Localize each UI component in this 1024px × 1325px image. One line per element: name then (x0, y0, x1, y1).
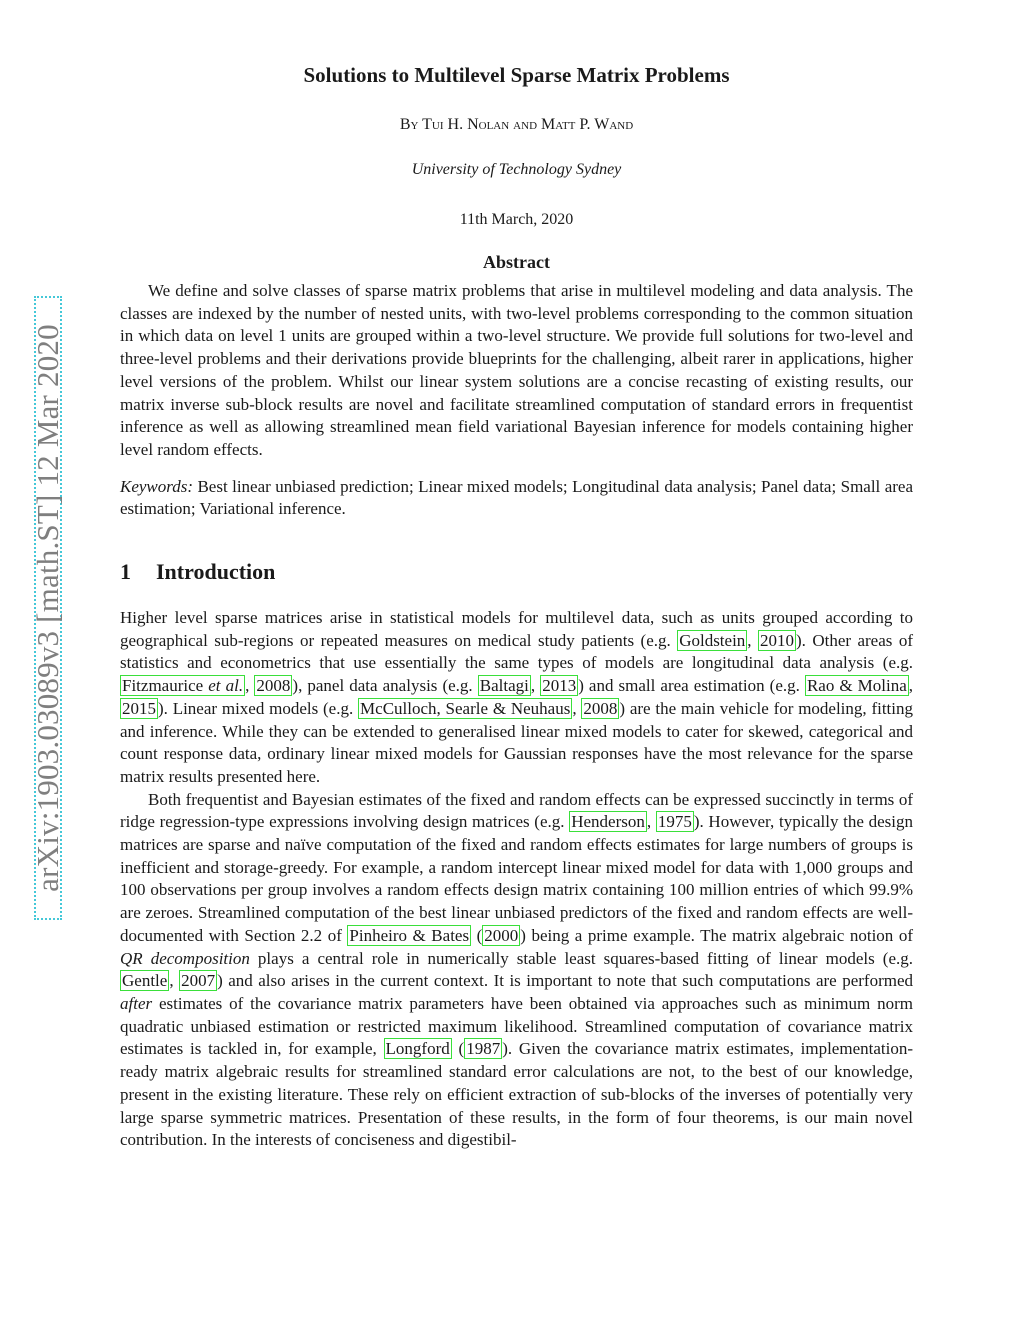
citation-link[interactable]: Pinheiro & Bates (349, 925, 470, 945)
text-run: , (646, 812, 656, 832)
paper-date: 11th March, 2020 (459, 211, 574, 228)
citation-link[interactable]: Goldstein (679, 630, 746, 650)
text-run: plays a central role in numerically stable least squares-based fitting of linear models (e.g. (249, 948, 913, 968)
intro-paragraph-1 (120, 607, 913, 789)
text-run: ) and small area estimation (e.g. (578, 676, 805, 696)
emphasis-text: QR decomposition (120, 948, 250, 968)
citation-link[interactable]: McCulloch, Searle & Neuhaus (360, 698, 571, 718)
citation-link[interactable]: 2013 (542, 676, 577, 696)
text-run: , (245, 676, 255, 696)
text-run: ). Given the covariance matrix estimates, implementation-ready matrix algebraic results for streamlined standard error calculations are not, to the best of our knowledge, present in the existing literature. These rely on efficient extraction of sub-blocks of the inverses of potentially very large sparse symmetric matrices. Presentation of these results, in the form of four theorems, is our main novel contribution. In the interests of conciseness and digestibil- (120, 1039, 913, 1150)
keywords-text: Best linear unbiased prediction; Linear mixed models; Longitudinal data analysis; Panel data; Small area estimation; Variational inference. (120, 476, 914, 519)
citation-link[interactable]: Henderson (571, 812, 645, 832)
text-run: ) and also arises in the current context. It is important to note that such computations are performed (217, 971, 914, 991)
citation-link[interactable]: 1987 (466, 1039, 501, 1059)
text-run: Higher level sparse matrices arise in statistical models for multilevel data, such as units grouped according to geographical sub-regions or repeated measures on medical study patients (e.g. (120, 608, 913, 650)
citation-link[interactable]: 2010 (759, 630, 794, 650)
citation-link[interactable] (120, 675, 245, 696)
text-run: estimates of the covariance matrix parameters have been obtained via approaches such as minimum norm quadratic unbiased estimation or restricted maximum likelihood. Streamlined computation of covariance matrix estimates is tackled in, for example, (120, 993, 913, 1059)
emphasis-text: after (120, 993, 153, 1013)
text-run: ( (471, 925, 483, 945)
paper-title: Solutions to Multilevel Sparse Matrix Problems (303, 63, 730, 87)
text-run: , (747, 630, 758, 650)
text-run: ) are the main vehicle for modeling, fitting and inference. While they can be extended to generalised linear mixed models to cater for skewed, categorical and count response data, ordinary linear mixed models for Gaussian responses have the most relevance for the sparse matrix results presented here. (120, 698, 913, 786)
keywords (120, 476, 913, 521)
text-run: ). Other areas of statistics and econometrics that use essentially the same types of models are longitudinal data analysis (e.g. (120, 630, 913, 673)
citation-link[interactable]: Rao & Molina (806, 676, 907, 696)
intro-paragraph-2 (120, 789, 913, 1152)
arxiv-id: arXiv:1903.03089v3 [math.ST] 12 Mar 2020 (30, 324, 65, 892)
abstract-text: We define and solve classes of sparse matrix problems that arise in multilevel modeling and data analysis. The classes are indexed by the number of nested units, with two-level problems corresponding to the common situation in which data on level 1 units are grouped within a two-level structure. We provide full solutions for two-level and three-level problems and their derivations provide blueprints for the challenging, albeit rarer in applications, higher level versions of the problem. Whilst our linear system solutions are a concise recasting of existing results, our matrix inverse sub-block results are novel and facilitate streamlined computation of standard errors in frequentist inference as well as allowing streamlined mean field variational Bayesian inference for models containing higher level random effects. (120, 281, 913, 459)
paper-authors: By Tui H. Nolan and Matt P. Wand (399, 116, 634, 133)
citation-link[interactable]: 2008 (256, 676, 291, 696)
text-run: ), panel data analysis (e.g. (292, 676, 478, 696)
citation-link[interactable]: Longford (385, 1039, 450, 1059)
section-heading (120, 557, 913, 587)
citation-author: Fitzmaurice (122, 676, 209, 696)
text-run: , (530, 676, 541, 696)
citation-link[interactable]: 1975 (657, 812, 692, 832)
text-run: Both frequentist and Bayesian estimates of the fixed and random effects can be expressed succinctly in terms of ridge regression-type expressions involving design matrices (e.g. (120, 789, 913, 832)
abstract-heading: Abstract (483, 252, 550, 272)
citation-link[interactable]: 2000 (484, 925, 519, 945)
paper-page (120, 58, 913, 1152)
citation-link[interactable]: Gentle (122, 971, 168, 991)
keywords-label: Keywords: (120, 476, 194, 496)
text-run: , (908, 676, 914, 696)
text-run: ( (451, 1039, 465, 1059)
text-run: ). Linear mixed models (e.g. (158, 698, 359, 718)
section-number: 1 (120, 559, 131, 585)
text-run: ). However, typically the design matrices are sparse and naïve computation of the fixed and random effects estimates for large numbers of groups is inefficient and storage-greedy. For example, a random intercept linear mixed model for data with 1,000 groups and 100 observations per group involves a random effects design matrix containing 100 million entries of which 99.9% are zeroes. Streamlined computation of the best linear unbiased predictors of the fixed and random effects are well-documented with Section 2.2 of (120, 812, 913, 945)
section-title: Introduction (156, 559, 276, 585)
citation-etal: et al. (208, 676, 244, 696)
paper-affiliation: University of Technology Sydney (411, 161, 622, 178)
citation-link[interactable]: 2008 (583, 698, 618, 718)
citation-link[interactable]: 2007 (181, 971, 216, 991)
text-run: ) being a prime example. The matrix algebraic notion of (520, 925, 913, 945)
citation-link[interactable]: Baltagi (479, 676, 529, 696)
citation-link[interactable]: 2015 (122, 698, 156, 718)
text-run: , (169, 971, 180, 991)
arxiv-stamp (30, 296, 65, 920)
text-run: , (572, 698, 582, 718)
